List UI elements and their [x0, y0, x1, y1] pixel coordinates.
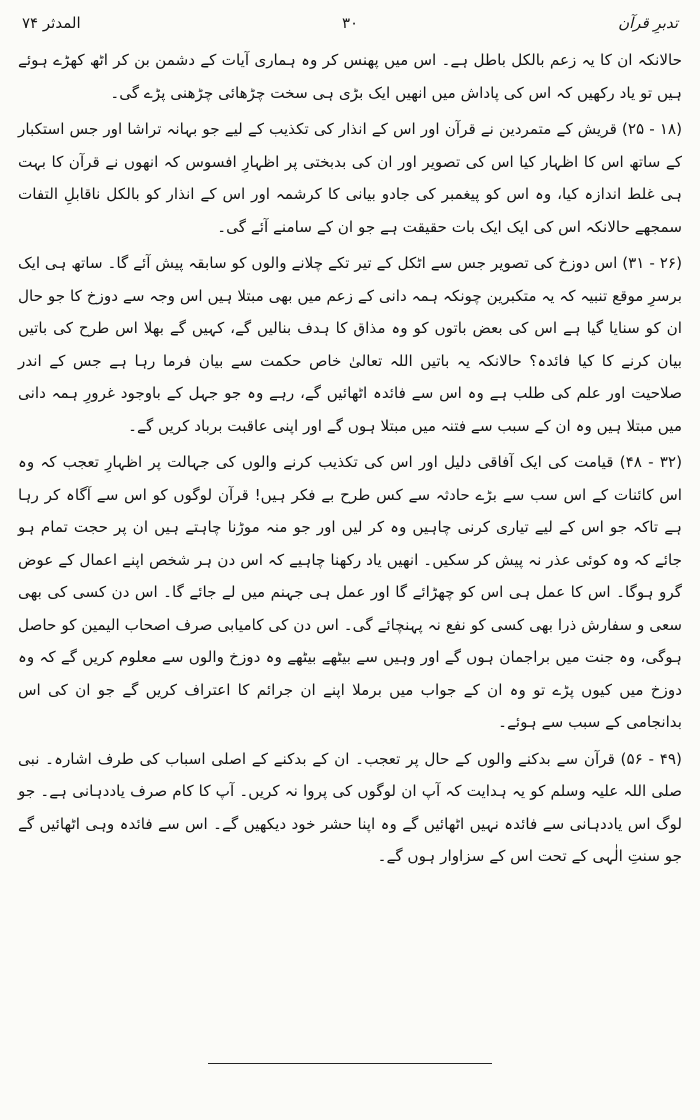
paragraph-intro: حالانکہ ان کا یہ زعم بالکل باطل ہے۔ اس میں پھنس کر وہ ہماری آیات کے دشمن بن کر اٹھ کھڑے ہوئے ہیں تو یاد رکھیں کہ اس کی پاداش میں انھیں ایک بڑی ہی سخت چڑھائی چڑھنی پڑے گی۔	[18, 51, 682, 102]
page-header	[22, 8, 678, 42]
end-rule	[208, 1063, 492, 1064]
page-number: ۳۰	[341, 14, 359, 32]
paragraph-verses-32-48: (۳۲ - ۴۸) قیامت کی ایک آفاقی دلیل اور اس کی تکذیب کرنے والوں کی جہالت پر اظہارِ تعجب کہ وہ اس کائنات کے اس سب سے بڑے حادثہ سے کس طرح بے فکر ہیں! قرآن لوگوں کو اس سے آگاہ کر رہا ہے تاکہ جو اس کے لیے تیاری کرنی چاہیں وہ کر لیں اور جو منہ موڑنا چاہتے ہیں ان پر حجت تمام ہو جائے کہ وہ کوئی عذر نہ پیش کر سکیں۔ انھیں یاد رکھنا چاہیے کہ اس دن ہر شخص اپنے اعمال کے عوض گرو ہوگا۔ اس کا عمل ہی اس کو چھڑائے گا اور عمل ہی جہنم میں لے جائے گا۔ اس دن کسی کی بھی سعی و سفارش ذرا بھی کسی کو نفع نہ پہنچائے گی۔ اس دن کی کامیابی صرف اصحاب الیمین کو حاصل ہوگی، وہ جنت میں براجمان ہوں گے اور وہیں سے بیٹھے بیٹھے وہ دوزخ والوں سے معلوم کریں گے کہ وہ دوزخ میں کیوں پڑے تو وہ ان کے جواب میں برملا اپنے ان جرائم کا اعتراف کریں گے جو ان کی اس بدانجامی کے سبب سے ہوئے۔	[18, 453, 682, 731]
book-title: تدبرِ قرآن	[618, 14, 678, 32]
paragraph-verses-26-31: (۲۶ - ۳۱) اس دوزخ کی تصویر جس سے اٹکل کے تیر تکے چلانے والوں کو سابقہ پیش آئے گا۔ ساتھ ہی ایک برسرِ موقع تنبیہ کہ یہ متکبرین چونکہ ہمہ دانی کے زعم میں بھی مبتلا ہیں اس وجہ سے دوزخ کا جو حال ان کو سنایا گیا ہے اس کی بعض باتوں کو وہ مذاق کا ہدف بنالیں گے، کہیں گے بھلا اس طرح کی باتیں بیان کرنے کا کیا فائدہ؟ حالانکہ یہ باتیں اللہ تعالیٰ خاص حکمت سے بیان فرما رہا ہے جس کے اندر صلاحیت اور علم کی طلب ہے وہ اس سے فائدہ اٹھائیں گے، رہے وہ جو جہل کے باوجود غرورِ ہمہ دانی میں مبتلا ہیں وہ ان کے سبب سے فتنہ میں مبتلا ہوں گے اور اپنی عاقبت برباد کریں گے۔	[18, 254, 682, 435]
surah-name: المدثر ۷۴	[22, 14, 81, 32]
paragraph-verses-49-56: (۴۹ - ۵۶) قرآن سے بدکنے والوں کے حال پر تعجب۔ ان کے بدکنے کے اصلی اسباب کی طرف اشارہ۔ نبی صلی اللہ علیہ وسلم کو یہ ہدایت کہ آپ ان لوگوں کی پروا نہ کریں۔ آپ کا کام صرف یاددہانی ہے۔ جو لوگ اس یاددہانی سے فائدہ نہیں اٹھائیں گے وہ اپنا حشر خود دیکھیں گے۔ اس سے فائدہ وہی اٹھائیں گے جو سنتِ الٰہی کے تحت اس کے سزاوار ہوں گے۔	[18, 749, 682, 865]
page-body	[18, 44, 682, 877]
paragraph-verses-18-25: (۱۸ - ۲۵) قریش کے متمردین نے قرآن اور اس کے انذار کی تکذیب کے لیے جو بہانہ تراشا اور جس استکبار کے ساتھ اس کا اظہار کیا اس کی تصویر اور ان کی بدبختی پر اظہارِ افسوس کہ انھوں نے قرآن کا بہت ہی غلط اندازہ کیا، وہ اس کو پیغمبر کی جادو بیانی کا کرشمہ اور اس کے انذار کو بالکل ناقابلِ التفات سمجھے حالانکہ اس کی ایک ایک بات حقیقت ہے جو ان کے سامنے آئے گی۔	[18, 120, 683, 236]
